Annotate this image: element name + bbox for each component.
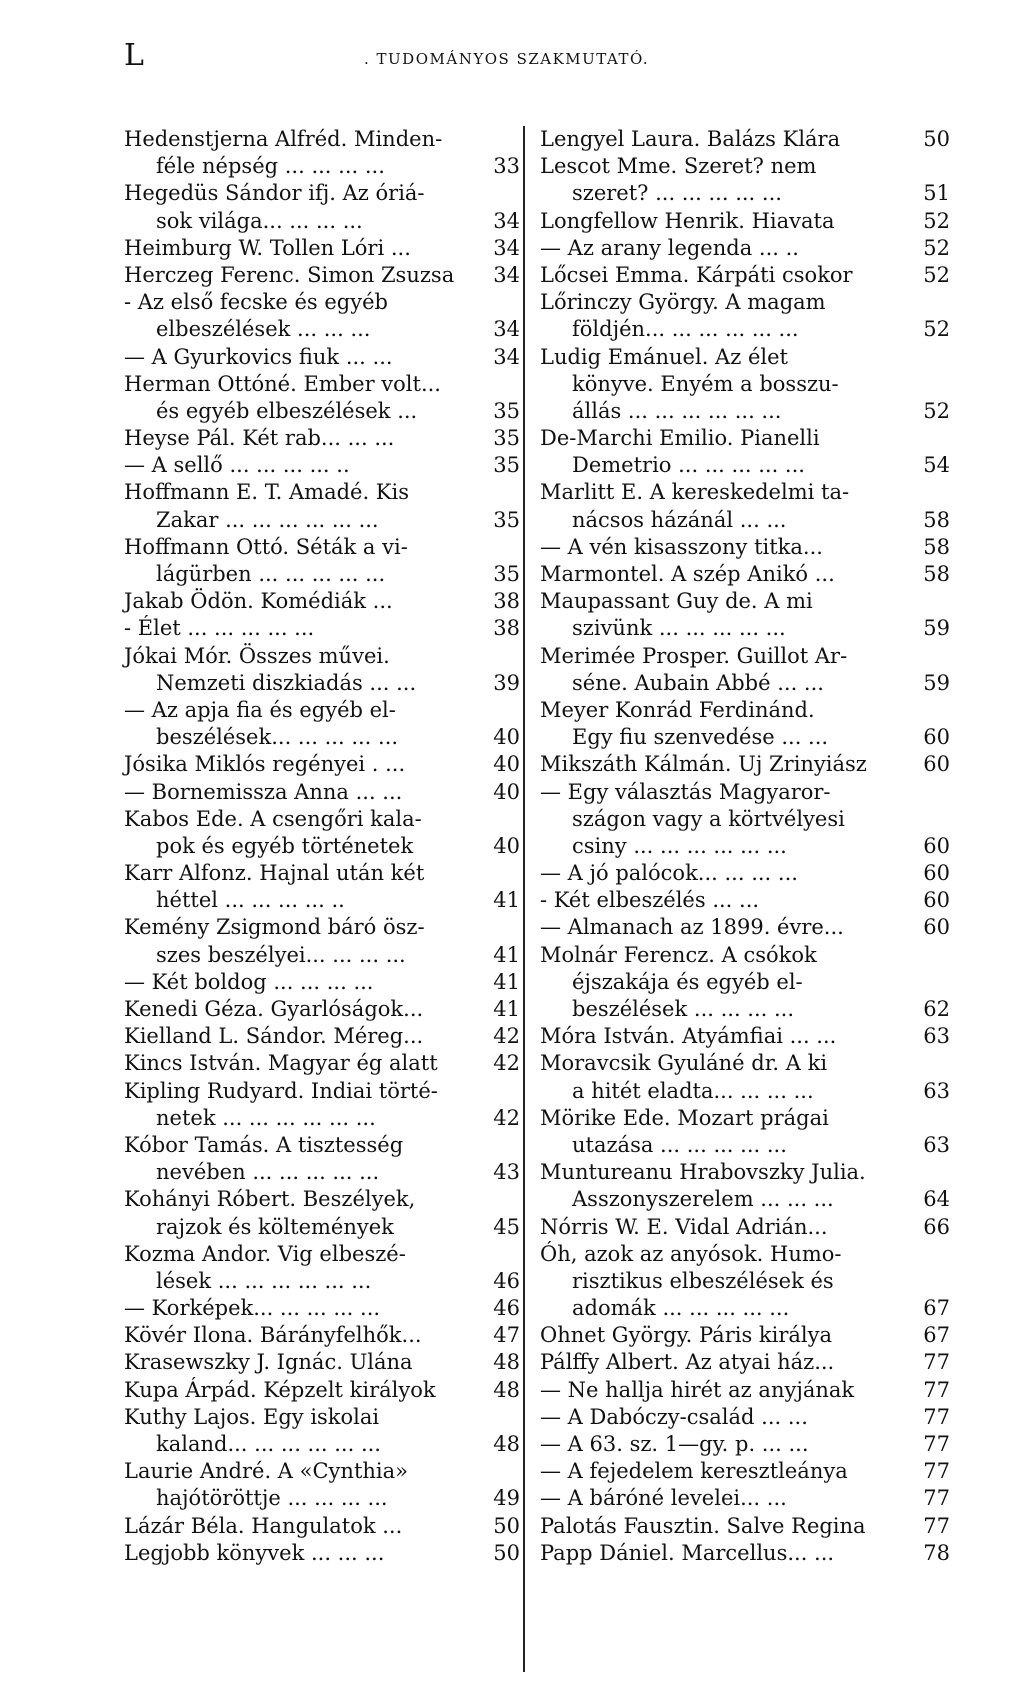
- index-entry-line: [540, 779, 950, 806]
- entry-text: Lőrinczy György. A magam: [540, 290, 826, 315]
- entry-text: netek ... ... ... ... ... ...: [156, 1105, 376, 1130]
- index-entry-line: [540, 344, 950, 371]
- entry-text: Marmontel. A szép Anikó ...: [540, 562, 835, 586]
- running-title: . TUDOMÁNYOS SZAKMUTATÓ.: [364, 50, 650, 68]
- index-entry-line: [124, 724, 520, 751]
- index-entry-line: [124, 942, 520, 969]
- index-entry-line: [540, 969, 950, 996]
- index-entry-line: [540, 262, 950, 289]
- index-entry-line: [124, 316, 520, 343]
- entry-text: Nemzeti diszkiadás ... ...: [156, 670, 417, 695]
- index-entry-line: [540, 1377, 950, 1404]
- entry-text: Herman Ottóné. Ember volt...: [124, 371, 441, 396]
- entry-page-number: 67: [923, 1296, 950, 1321]
- index-entry-line: [124, 1214, 520, 1241]
- index-entry-line: [540, 208, 950, 235]
- column-divider: [523, 126, 525, 1672]
- index-entry-line: [540, 316, 950, 343]
- entry-text: éjszakája és egyéb el-: [572, 969, 803, 994]
- entry-page-number: 60: [923, 888, 950, 913]
- index-entry-line: [124, 1132, 520, 1159]
- index-entry-line: [124, 1404, 520, 1431]
- index-entry-line: [124, 371, 520, 398]
- entry-page-number: 47: [493, 1323, 520, 1348]
- entry-page-number: 77: [923, 1486, 950, 1511]
- index-entry-line: [124, 833, 520, 860]
- entry-page-number: 33: [493, 154, 520, 179]
- entry-text: szágon vagy a körtvélyesi: [572, 806, 845, 831]
- index-entry-line: [540, 1431, 950, 1458]
- entry-page-number: 35: [493, 398, 520, 423]
- entry-text: — A jó palócok... ... ... ...: [540, 861, 798, 886]
- index-entry-line: [124, 153, 520, 180]
- index-entry-line: [124, 1513, 520, 1540]
- index-entry-line: [124, 561, 520, 588]
- index-entry-line: [540, 1241, 950, 1268]
- entry-page-number: 52: [923, 398, 950, 423]
- index-entry-line: [124, 1485, 520, 1512]
- index-entry-line: [124, 1105, 520, 1132]
- entry-text: Kincs István. Magyar ég alatt: [124, 1051, 438, 1076]
- entry-page-number: 63: [923, 1078, 950, 1103]
- index-entry-line: [540, 235, 950, 262]
- entry-page-number: 77: [923, 1432, 950, 1456]
- entry-text: — A Gyurkovics fiuk ... ...: [124, 344, 393, 369]
- entry-page-number: 62: [923, 997, 950, 1021]
- index-entry-line: [540, 914, 950, 941]
- entry-page-number: 35: [493, 426, 520, 451]
- index-entry-line: [124, 697, 520, 724]
- entry-text: séne. Aubain Abbé ... ...: [572, 670, 824, 695]
- index-entry-line: [540, 1295, 950, 1322]
- entry-text: nevében ... ... ... ... ...: [156, 1160, 380, 1185]
- entry-page-number: 77: [923, 1459, 950, 1484]
- entry-text: — Korképek... ... ... ... ...: [124, 1296, 381, 1321]
- entry-page-number: 35: [493, 453, 520, 478]
- right-column: [540, 126, 950, 1567]
- index-entry-line: [124, 806, 520, 833]
- entry-text: — Az apja fia és egyéb el-: [124, 697, 396, 722]
- entry-page-number: 54: [923, 453, 950, 478]
- entry-text: — A 63. sz. 1—gy. p. ... ...: [540, 1432, 809, 1456]
- entry-text: Herczeg Ferenc. Simon Zsuzsa: [124, 262, 455, 287]
- index-entry-line: [124, 1349, 520, 1376]
- index-entry-line: [124, 1268, 520, 1295]
- index-entry-line: [540, 289, 950, 316]
- index-entry-line: [540, 1023, 950, 1050]
- page-letter: L: [124, 38, 144, 73]
- entry-text: Kuthy Lajos. Egy iskolai: [124, 1404, 380, 1429]
- entry-text: pok és egyéb történetek: [156, 833, 414, 858]
- index-entry-line: [540, 371, 950, 398]
- entry-text: - Két elbeszélés ... ...: [540, 888, 760, 913]
- entry-page-number: 41: [493, 888, 520, 913]
- entry-page-number: 48: [493, 1377, 520, 1402]
- index-entry-line: [540, 507, 950, 534]
- index-entry-line: [124, 1050, 520, 1077]
- index-entry-line: [124, 1431, 520, 1458]
- entry-page-number: 63: [923, 1024, 950, 1049]
- entry-text: Hedenstjerna Alfréd. Minden-: [124, 127, 443, 151]
- entry-text: hajótöröttje ... ... ... ...: [156, 1486, 388, 1511]
- entry-text: Kielland L. Sándor. Méreg...: [124, 1024, 424, 1049]
- index-entry-line: [124, 425, 520, 452]
- entry-page-number: 39: [493, 670, 520, 695]
- index-entry-line: [540, 126, 950, 153]
- index-entry-line: [124, 670, 520, 697]
- entry-page-number: 34: [493, 235, 520, 260]
- entry-text: — A Dabóczy-család ... ...: [540, 1404, 808, 1429]
- entry-text: Marlitt E. A kereskedelmi ta-: [540, 480, 850, 505]
- entry-page-number: 52: [923, 262, 950, 287]
- entry-text: — Almanach az 1899. évre...: [540, 915, 844, 940]
- entry-text: Jókai Mór. Összes művei.: [124, 643, 390, 668]
- entry-page-number: 41: [493, 997, 520, 1021]
- entry-text: risztikus elbeszélések és: [572, 1268, 834, 1293]
- index-entry-line: [540, 588, 950, 615]
- index-entry-line: [540, 425, 950, 452]
- entry-text: beszélések ... ... ... ...: [572, 997, 795, 1021]
- entry-page-number: 59: [923, 616, 950, 641]
- index-entry-line: [124, 398, 520, 425]
- index-entry-line: [124, 479, 520, 506]
- entry-page-number: 50: [923, 127, 950, 151]
- index-entry-line: [124, 615, 520, 642]
- entry-text: Kohányi Róbert. Beszélyek,: [124, 1187, 416, 1212]
- entry-text: Lázár Béla. Hangulatok ...: [124, 1513, 403, 1538]
- entry-text: nácsos házánál ... ...: [572, 507, 787, 532]
- index-entry-line: [124, 779, 520, 806]
- index-entry-line: [540, 1186, 950, 1213]
- entry-text: Mörike Ede. Mozart prágai: [540, 1105, 829, 1130]
- entry-text: utazása ... ... ... ... ...: [572, 1132, 787, 1157]
- entry-text: Móra István. Atyámfiai ... ...: [540, 1024, 837, 1049]
- entry-text: — Ne hallja hirét az anyjának: [540, 1377, 855, 1402]
- entry-text: Kupa Árpád. Képzelt királyok: [124, 1377, 436, 1402]
- index-entry-line: [540, 806, 950, 833]
- index-entry-line: [540, 452, 950, 479]
- index-entry-line: [540, 1268, 950, 1295]
- index-entry-line: [540, 1540, 950, 1567]
- index-entry-line: [124, 1377, 520, 1404]
- index-entry-line: [540, 887, 950, 914]
- index-entry-line: [124, 452, 520, 479]
- entry-page-number: 40: [493, 725, 520, 750]
- index-entry-line: [540, 1349, 950, 1376]
- entry-page-number: 43: [493, 1160, 520, 1185]
- entry-text: Lescot Mme. Szeret? nem: [540, 154, 817, 179]
- entry-text: a hitét eladta... ... ... ...: [572, 1078, 814, 1103]
- entry-text: Lengyel Laura. Balázs Klára: [540, 127, 841, 151]
- entry-page-number: 38: [493, 616, 520, 641]
- index-entry-line: [124, 1241, 520, 1268]
- entry-text: Karr Alfonz. Hajnal után két: [124, 861, 425, 886]
- index-entry-line: [540, 1322, 950, 1349]
- index-entry-line: [540, 724, 950, 751]
- entry-page-number: 52: [923, 208, 950, 233]
- index-entry-line: [540, 751, 950, 778]
- entry-text: — A vén kisasszony titka...: [540, 534, 823, 559]
- index-entry-line: [124, 860, 520, 887]
- entry-text: adomák ... ... ... ... ...: [572, 1296, 790, 1321]
- left-column: [124, 126, 520, 1567]
- entry-page-number: 78: [923, 1540, 950, 1565]
- entry-text: héttel ... ... ... ... ..: [156, 888, 345, 913]
- entry-page-number: 48: [493, 1350, 520, 1375]
- entry-page-number: 42: [493, 1024, 520, 1049]
- entry-text: Ludig Emánuel. Az élet: [540, 344, 788, 369]
- entry-page-number: 45: [493, 1214, 520, 1239]
- entry-text: lések ... ... ... ... ... ...: [156, 1268, 372, 1293]
- entry-page-number: 60: [923, 861, 950, 886]
- entry-text: könyve. Enyém a bosszu-: [572, 371, 839, 396]
- entry-text: Maupassant Guy de. A mi: [540, 589, 813, 614]
- entry-page-number: 58: [923, 534, 950, 559]
- entry-page-number: 42: [493, 1051, 520, 1076]
- entry-text: szeret? ... ... ... ... ...: [572, 181, 782, 206]
- entry-page-number: 51: [923, 181, 950, 206]
- index-entry-line: [124, 534, 520, 561]
- index-entry-line: [124, 1540, 520, 1567]
- entry-text: földjén... ... ... ... ... ...: [572, 317, 799, 342]
- entry-text: Merimée Prosper. Guillot Ar-: [540, 643, 848, 668]
- index-entry-line: [540, 942, 950, 969]
- index-entry-line: [540, 1078, 950, 1105]
- entry-text: Hoffmann E. T. Amadé. Kis: [124, 480, 409, 505]
- entry-text: — A báróné levelei... ...: [540, 1486, 787, 1511]
- entry-page-number: 46: [493, 1268, 520, 1293]
- index-entry-line: [540, 1159, 950, 1186]
- entry-page-number: 34: [493, 344, 520, 369]
- entry-page-number: 60: [923, 752, 950, 777]
- index-entry-line: [124, 1078, 520, 1105]
- entry-text: Krasewszky J. Ignác. Ulána: [124, 1350, 413, 1375]
- entry-page-number: 66: [923, 1214, 950, 1239]
- index-entry-line: [124, 969, 520, 996]
- index-entry-line: [540, 1485, 950, 1512]
- entry-text: Kövér Ilona. Bárányfelhők...: [124, 1323, 422, 1348]
- index-entry-line: [124, 235, 520, 262]
- index-entry-line: [540, 398, 950, 425]
- entry-page-number: 46: [493, 1296, 520, 1321]
- entry-text: Óh, azok az anyósok. Humo-: [540, 1241, 842, 1266]
- index-entry-line: [124, 180, 520, 207]
- entry-page-number: 63: [923, 1132, 950, 1157]
- entry-page-number: 60: [923, 915, 950, 940]
- index-entry-line: [124, 1023, 520, 1050]
- entry-page-number: 59: [923, 670, 950, 695]
- entry-page-number: 77: [923, 1513, 950, 1538]
- index-entry-line: [540, 833, 950, 860]
- entry-text: Papp Dániel. Marcellus... ...: [540, 1540, 835, 1565]
- entry-text: Pálffy Albert. Az atyai ház...: [540, 1350, 835, 1375]
- entry-page-number: 50: [493, 1540, 520, 1565]
- entry-text: Nórris W. E. Vidal Adrián...: [540, 1214, 828, 1239]
- entry-text: beszélések... ... ... ... ...: [156, 725, 399, 750]
- entry-page-number: 77: [923, 1404, 950, 1429]
- entry-text: lágürben ... ... ... ... ...: [156, 562, 386, 586]
- index-entry-line: [540, 1105, 950, 1132]
- entry-text: Demetrio ... ... ... ... ...: [572, 453, 805, 478]
- index-entry-line: [540, 1132, 950, 1159]
- index-entry-line: [124, 588, 520, 615]
- entry-text: féle népség ... ... ... ...: [156, 154, 385, 179]
- entry-text: Kóbor Tamás. A tisztesség: [124, 1132, 404, 1157]
- entry-text: Zakar ... ... ... ... ... ...: [156, 507, 379, 532]
- index-entry-line: [540, 1404, 950, 1431]
- index-entry-line: [540, 670, 950, 697]
- entry-text: — Bornemissza Anna ... ...: [124, 779, 403, 804]
- entry-text: — A fejedelem keresztleánya: [540, 1459, 848, 1484]
- entry-page-number: 52: [923, 235, 950, 260]
- index-entry-line: [124, 751, 520, 778]
- index-entry-line: [540, 153, 950, 180]
- entry-page-number: 41: [493, 969, 520, 994]
- entry-text: Asszonyszerelem ... ... ...: [572, 1187, 834, 1212]
- entry-page-number: 42: [493, 1105, 520, 1130]
- entry-page-number: 60: [923, 833, 950, 858]
- entry-page-number: 64: [923, 1187, 950, 1212]
- entry-text: Legjobb könyvek ... ... ...: [124, 1540, 385, 1565]
- entry-text: és egyéb elbeszélések ...: [156, 398, 418, 423]
- index-entry-line: [540, 615, 950, 642]
- entry-text: Kabos Ede. A csengőri kala-: [124, 806, 422, 831]
- index-entry-line: [540, 561, 950, 588]
- entry-text: Jakab Ödön. Komédiák ...: [124, 589, 393, 614]
- entry-page-number: 58: [923, 507, 950, 532]
- entry-page-number: 48: [493, 1432, 520, 1456]
- index-entry-line: [540, 1214, 950, 1241]
- index-entry-line: [540, 996, 950, 1023]
- entry-page-number: 67: [923, 1323, 950, 1348]
- entry-text: Mikszáth Kálmán. Uj Zrinyiász: [540, 752, 867, 777]
- entry-page-number: 34: [493, 317, 520, 342]
- entry-page-number: 35: [493, 562, 520, 586]
- index-entry-line: [124, 1159, 520, 1186]
- entry-text: Ohnet György. Páris királya: [540, 1323, 833, 1348]
- index-entry-line: [124, 887, 520, 914]
- entry-page-number: 38: [493, 589, 520, 614]
- index-entry-line: [124, 289, 520, 316]
- index-entry-line: [540, 860, 950, 887]
- index-entry-line: [124, 643, 520, 670]
- index-entry-line: [124, 344, 520, 371]
- entry-text: Kemény Zsigmond báró ösz-: [124, 915, 425, 940]
- entry-page-number: 41: [493, 942, 520, 967]
- page-header: [124, 38, 944, 78]
- entry-text: Kozma Andor. Vig elbeszé-: [124, 1241, 406, 1266]
- entry-text: csiny ... ... ... ... ... ...: [572, 833, 787, 858]
- entry-text: — Két boldog ... ... ... ...: [124, 969, 374, 994]
- entry-page-number: 40: [493, 833, 520, 858]
- entry-page-number: 35: [493, 507, 520, 532]
- entry-page-number: 34: [493, 262, 520, 287]
- entry-text: — A sellő ... ... ... ... ..: [124, 453, 350, 478]
- index-entry-line: [124, 1186, 520, 1213]
- entry-text: Lőcsei Emma. Kárpáti csokor: [540, 262, 853, 287]
- entry-text: Jósika Miklós regényei . ...: [124, 752, 406, 777]
- entry-text: Molnár Ferencz. A csókok: [540, 942, 817, 967]
- index-entry-line: [124, 1458, 520, 1485]
- entry-text: Hoffmann Ottó. Séták a vi-: [124, 534, 408, 559]
- entry-text: Kipling Rudyard. Indiai törté-: [124, 1078, 438, 1103]
- entry-text: Heyse Pál. Két rab... ... ...: [124, 426, 395, 451]
- index-entry-line: [540, 1050, 950, 1077]
- index-entry-line: [540, 697, 950, 724]
- index-entry-line: [540, 180, 950, 207]
- index-entry-line: [124, 507, 520, 534]
- entry-text: Heimburg W. Tollen Lóri ...: [124, 235, 411, 260]
- entry-text: De-Marchi Emilio. Pianelli: [540, 426, 820, 451]
- index-entry-line: [124, 1295, 520, 1322]
- index-entry-line: [124, 1322, 520, 1349]
- entry-page-number: 34: [493, 208, 520, 233]
- entry-text: sok világa... ... ... ...: [156, 208, 363, 233]
- entry-page-number: 77: [923, 1377, 950, 1402]
- index-entry-line: [540, 1458, 950, 1485]
- index-entry-line: [124, 126, 520, 153]
- entry-text: — Az arany legenda ... ..: [540, 235, 799, 260]
- entry-text: Palotás Fausztin. Salve Regina: [540, 1513, 866, 1538]
- entry-text: szivünk ... ... ... ... ...: [572, 616, 786, 641]
- entry-text: Laurie André. A «Cynthia»: [124, 1459, 408, 1484]
- entry-text: Meyer Konrád Ferdinánd.: [540, 697, 815, 722]
- entry-page-number: 40: [493, 752, 520, 777]
- entry-text: - Az első fecske és egyéb: [124, 290, 388, 315]
- entry-page-number: 58: [923, 562, 950, 586]
- entry-text: elbeszélések ... ... ...: [156, 317, 371, 342]
- entry-text: Muntureanu Hrabovszky Julia.: [540, 1160, 866, 1185]
- index-entry-line: [124, 914, 520, 941]
- entry-text: Kenedi Géza. Gyarlóságok...: [124, 997, 424, 1021]
- entry-page-number: 77: [923, 1350, 950, 1375]
- entry-text: rajzok és költemények: [156, 1214, 394, 1239]
- entry-text: - Élet ... ... ... ... ...: [124, 616, 315, 641]
- entry-text: kaland... ... ... ... ... ...: [156, 1432, 381, 1456]
- index-entry-line: [124, 208, 520, 235]
- index-entry-line: [540, 643, 950, 670]
- index-entry-line: [540, 534, 950, 561]
- entry-text: Longfellow Henrik. Hiavata: [540, 208, 835, 233]
- entry-page-number: 52: [923, 317, 950, 342]
- index-entry-line: [124, 996, 520, 1023]
- entry-text: szes beszélyei... ... ... ...: [156, 942, 406, 967]
- index-entry-line: [540, 479, 950, 506]
- entry-text: állás ... ... ... ... ... ...: [572, 398, 782, 423]
- entry-page-number: 49: [493, 1486, 520, 1511]
- entry-text: Egy fiu szenvedése ... ...: [572, 725, 829, 750]
- entry-page-number: 40: [493, 779, 520, 804]
- entry-page-number: 60: [923, 725, 950, 750]
- entry-text: Hegedüs Sándor ifj. Az óriá-: [124, 181, 425, 206]
- entry-text: Moravcsik Gyuláné dr. A ki: [540, 1051, 828, 1076]
- entry-page-number: 50: [493, 1513, 520, 1538]
- index-entry-line: [124, 262, 520, 289]
- entry-text: — Egy választás Magyaror-: [540, 779, 831, 804]
- index-entry-line: [540, 1513, 950, 1540]
